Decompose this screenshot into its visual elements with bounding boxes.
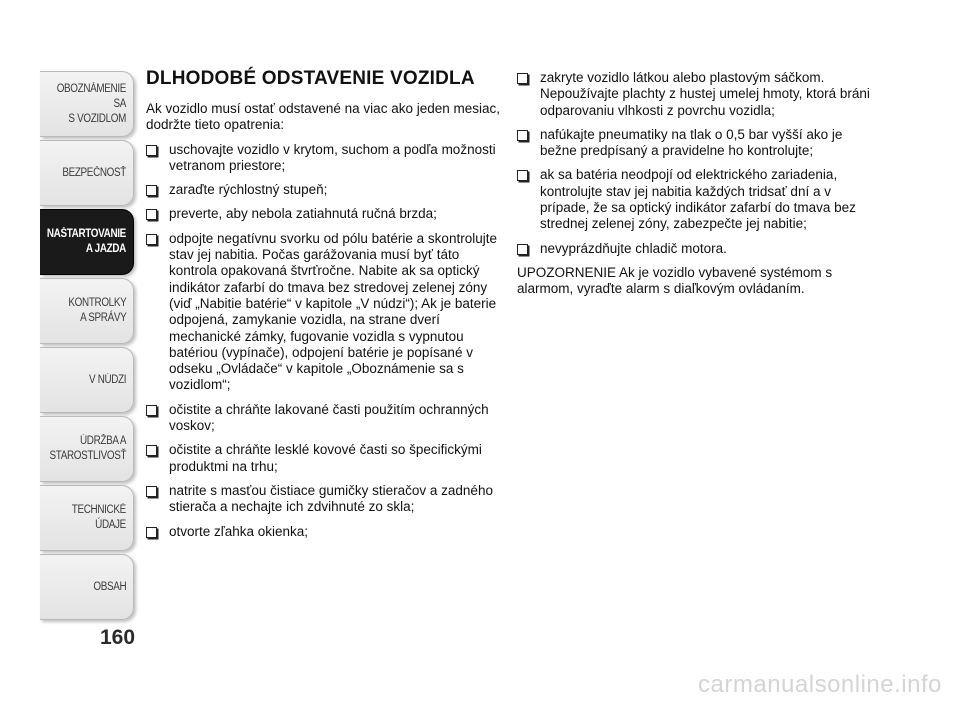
checkbox-bullet-icon [517, 244, 528, 255]
tab-label: NAŠTARTOVANIE A JAZDA [46, 228, 126, 255]
left-column [146, 68, 502, 548]
right-column [517, 70, 877, 298]
list-item [146, 524, 502, 540]
checkbox-bullet-icon [146, 234, 157, 245]
list-item [517, 167, 877, 232]
tab-maintenance[interactable] [40, 416, 134, 482]
list-item [146, 231, 502, 394]
list-item [146, 206, 502, 222]
list-item-text: otvorte zľahka okienka; [169, 523, 309, 539]
list-item-text: preverte, aby nebola zatiahnutá ručná brzda; [169, 206, 437, 222]
warning-note: UPOZORNENIE Ak je vozidlo vybavené systémom s alarmom, vyraďte alarm s diaľkovým ovládaním. [517, 264, 833, 297]
list-item-text: očistite a chráňte lesklé kovové časti so špecifickými produktmi na trhu; [169, 442, 482, 474]
list-item [146, 402, 502, 435]
checkbox-bullet-icon [517, 73, 528, 84]
tab-contents[interactable] [40, 554, 134, 620]
list-item-text: zaraďte rýchlostný stupeň; [169, 182, 328, 198]
list-item [517, 127, 877, 160]
checkbox-bullet-icon [517, 130, 528, 141]
tab-label: BEZPEČNOSŤ [62, 166, 126, 179]
list-item [146, 182, 502, 198]
list-item-text: ak sa batéria neodpojí od elektrického zariadenia, kontrolujte stav jej nabitia každých tridsať dní a v prípade, že sa optický indikátor zafarbí do tmava bez strednej zelenej zóny, zabezpečte jej nabitie; [540, 167, 856, 232]
tab-starting-and-driving[interactable] [40, 209, 134, 275]
list-item-text: nafúkajte pneumatiky na tlak o 0,5 bar vyšší ako je bežne predpísaný a pravidelne ho kontrolujte; [540, 126, 843, 159]
tab-safety[interactable] [40, 140, 134, 206]
precaution-list-left [146, 142, 502, 540]
list-item-text: nevyprázdňujte chladič motora. [540, 240, 727, 256]
section-title: DLHODOBÉ ODSTAVENIE VOZIDLA [146, 68, 475, 89]
list-item-text: uschovajte vozidlo v krytom, suchom a podľa možnosti vetranom priestore; [169, 141, 496, 173]
list-item [517, 241, 877, 257]
checkbox-bullet-icon [146, 209, 157, 220]
checkbox-bullet-icon [146, 145, 157, 156]
list-item-text: odpojte negatívnu svorku od pólu batérie a skontrolujte stav jej nabitia. Počas garážovania musí byť táto kontrola opakovaná štvrťročne. Nabite ak sa optický indikátor zafarbí do tmava bez stredovej zelenej zóny (viď „Nabitie batérie“ v kapitole „V núdzi“); Ak je baterie odpojená, zamykanie vozidla, na strane dverí mechanické zámky, fugovanie vozidla s vypnutou batériou (vypínače), odpojení batérie je popísané v odseku „Ovládače“ v kapitole „Oboznámenie sa s vozidlom“; [169, 230, 497, 393]
tab-label: TECHNICKÉ ÚDAJE [71, 504, 126, 531]
tab-technical-data[interactable] [40, 485, 134, 551]
watermark-logo: carmanualsonline.info [698, 671, 942, 698]
chapter-tabs [40, 71, 134, 623]
checkbox-bullet-icon [517, 170, 528, 181]
tab-label: OBOZNÁMENIE SA S VOZIDLOM [56, 82, 126, 125]
list-item-text: očistite a chráňte lakované časti použitím ochranných voskov; [169, 401, 489, 434]
list-item [517, 70, 877, 119]
checkbox-bullet-icon [146, 527, 157, 538]
tab-label: OBSAH [93, 580, 126, 593]
tab-introduction[interactable] [40, 71, 134, 137]
tab-label: V NÚDZI [88, 373, 126, 386]
precaution-list-right [517, 70, 877, 257]
list-item [146, 142, 502, 175]
list-item-text: natrite s masťou čistiace gumičky stieračov a zadného stierača a nechajte ich zdvihnuté zo skla; [169, 482, 493, 515]
checkbox-bullet-icon [146, 405, 157, 416]
list-item [146, 483, 502, 516]
tab-emergency[interactable] [40, 347, 134, 413]
tab-warning-lights[interactable] [40, 278, 134, 344]
page-number: 160 [100, 626, 136, 649]
tab-label: KONTROLKY A SPRÁVY [68, 297, 126, 324]
intro-paragraph: Ak vozidlo musí ostať odstavené na viac ako jeden mesiac, dodržte tieto opatrenia: [146, 101, 500, 133]
list-item-text: zakryte vozidlo látkou alebo plastovým sáčkom. Nepoužívajte plachty z hustej umelej hmoty, ktorá bráni odparovaniu vlhkosti z povrchu vozidla; [540, 70, 870, 118]
checkbox-bullet-icon [146, 445, 157, 456]
tab-label: ÚDRŽBA A STAROSTLIVOSŤ [49, 435, 126, 462]
list-item [146, 442, 502, 475]
checkbox-bullet-icon [146, 486, 157, 497]
checkbox-bullet-icon [146, 185, 157, 196]
